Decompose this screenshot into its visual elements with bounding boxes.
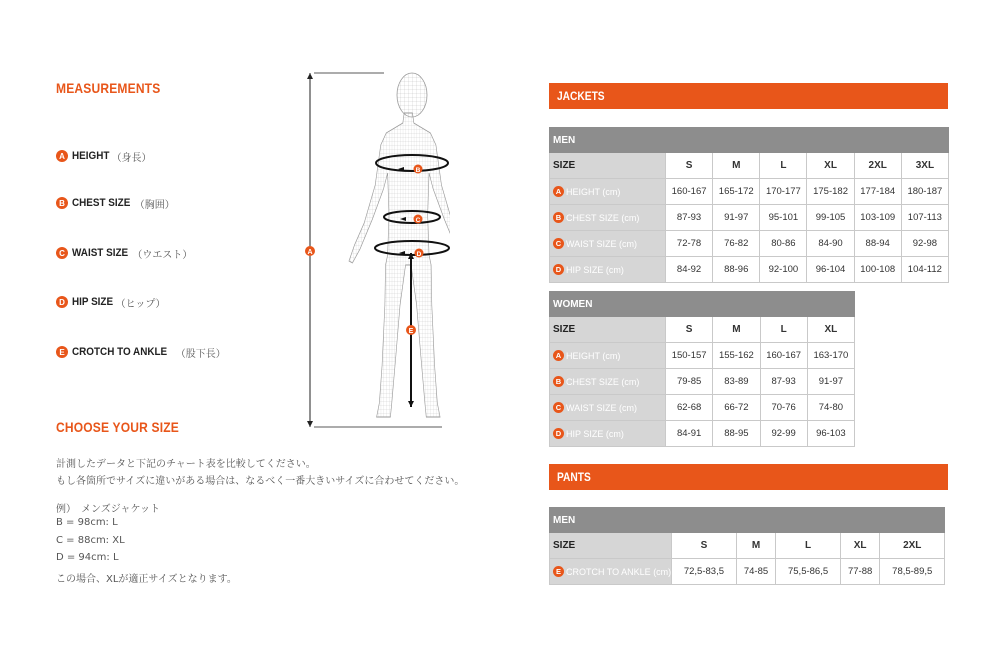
table-cell: 155-162 [713,343,760,369]
table-cell: 95-101 [760,205,807,231]
table-cell: 66-72 [713,395,760,421]
size-col-header: XL [807,317,854,343]
row-label: HIP SIZE (cm) [566,264,624,275]
jackets-men-size-table [549,127,949,283]
row-label-cell [550,369,666,395]
table-row [550,257,949,283]
row-label: HEIGHT (cm) [566,350,621,361]
measurement-item-chest [56,195,175,211]
table-cell: 87-93 [760,369,807,395]
table-cell: 77-88 [840,559,880,585]
size-col-header: L [760,317,807,343]
table-cell: 107-113 [901,205,948,231]
letter-badge: C [553,402,564,413]
body-measurement-figure [300,65,450,435]
letter-badge: E [553,566,564,577]
example-line: この場合、XLが適正サイズとなります。 [56,574,237,585]
measurement-item-height [56,148,152,164]
table-cell: 70-76 [760,395,807,421]
table-cell: 80-86 [760,231,807,257]
measurement-jp-label: （ウエスト） [132,249,193,261]
letter-badge: B [553,212,564,223]
table-cell: 84-90 [807,231,854,257]
measurement-label: HIP SIZE [72,296,114,308]
table-cell: 175-182 [807,179,854,205]
table-cell: 84-91 [666,421,713,447]
table-cell: 91-97 [713,205,760,231]
table-cell: 83-89 [713,369,760,395]
letter-badge: B [56,197,68,209]
table-cell: 160-167 [666,179,713,205]
table-cell: 92-100 [760,257,807,283]
human-body-silhouette [349,73,450,417]
table-cell: 74-85 [736,559,776,585]
table-cell: 75,5-86,5 [776,559,840,585]
table-row [550,343,855,369]
figure-label-c: C [415,217,421,224]
row-label: CHEST SIZE (cm) [566,212,640,223]
row-label-cell [550,421,666,447]
measurements-title: MEASUREMENTS [56,80,161,96]
row-label-cell [550,395,666,421]
table-cell: 177-184 [854,179,901,205]
pants-men-size-table [549,507,945,585]
table-row [550,179,949,205]
size-col-header: S [666,153,713,179]
row-label: CROTCH TO ANKLE (cm) [566,566,672,577]
measurement-label: CHEST SIZE [72,197,131,209]
example-line: C = 88cm: XL [56,535,125,546]
figure-label-d: D [416,251,422,258]
table-cell: 87-93 [666,205,713,231]
example-line: D = 94cm: L [56,552,119,563]
size-col-header: L [776,533,840,559]
measurement-jp-label: （ヒップ） [115,298,166,310]
row-label-cell [550,343,666,369]
row-label: WAIST SIZE (cm) [566,238,637,249]
table-cell: 99-105 [807,205,854,231]
row-label-cell [550,559,672,585]
table-cell: 170-177 [760,179,807,205]
row-label: HIP SIZE (cm) [566,428,624,439]
pants-title: PANTS [557,470,591,484]
row-label-cell [550,231,666,257]
figure-label-e: E [408,328,414,335]
size-header-label: SIZE [550,317,666,343]
measurement-jp-label: （身長） [111,152,152,164]
size-col-header: S [672,533,736,559]
size-col-header: 3XL [901,153,948,179]
figure-label-b: B [415,167,421,174]
size-col-header: M [713,317,760,343]
jackets-title: JACKETS [557,89,605,103]
table-cell: 84-92 [666,257,713,283]
measurement-label: HEIGHT [72,150,110,162]
table-cell: 72-78 [666,231,713,257]
table-cell: 88-94 [854,231,901,257]
example-line: 例） メンズジャケット [56,504,160,515]
table-cell: 62-68 [666,395,713,421]
table-row [550,421,855,447]
letter-badge: B [553,376,564,387]
letter-badge: C [56,247,68,259]
table-header-row [550,533,945,559]
size-col-header: M [736,533,776,559]
size-col-header: 2XL [880,533,945,559]
letter-badge: E [56,346,68,358]
table-cell: 104-112 [901,257,948,283]
table-cell: 88-95 [713,421,760,447]
table-row [550,559,945,585]
pants-section-header [549,464,948,490]
table-header-row [550,317,855,343]
letter-badge: C [553,238,564,249]
table-group-header: MEN [550,508,945,533]
table-cell: 165-172 [713,179,760,205]
table-cell: 74-80 [807,395,854,421]
table-cell: 78,5-89,5 [880,559,945,585]
row-label: CHEST SIZE (cm) [566,376,640,387]
measurement-jp-label: （股下長） [175,348,226,360]
letter-badge: A [56,150,68,162]
size-col-header: 2XL [854,153,901,179]
table-cell: 76-82 [713,231,760,257]
row-label-cell [550,205,666,231]
table-cell: 72,5-83,5 [672,559,736,585]
measurement-jp-label: （胸囲） [134,199,175,211]
table-cell: 100-108 [854,257,901,283]
table-cell: 92-98 [901,231,948,257]
letter-badge: D [553,264,564,275]
table-cell: 103-109 [854,205,901,231]
size-header-label: SIZE [550,153,666,179]
measurement-label: CROTCH TO ANKLE [72,346,168,358]
measurement-item-hip [56,294,165,310]
measurement-item-crotch-to-ankle [56,344,226,360]
figure-label-a: A [307,249,313,256]
size-col-header: XL [807,153,854,179]
table-cell: 92-99 [760,421,807,447]
table-cell: 88-96 [713,257,760,283]
table-group-header: MEN [550,128,949,153]
letter-badge: D [553,428,564,439]
table-cell: 91-97 [807,369,854,395]
table-cell: 79-85 [666,369,713,395]
table-row [550,395,855,421]
table-group-header: WOMEN [550,292,855,317]
jackets-section-header [549,83,948,109]
measurement-item-waist [56,245,192,261]
table-row [550,205,949,231]
jackets-women-size-table [549,291,855,447]
table-cell: 163-170 [807,343,854,369]
instruction-line: もし各箇所でサイズに違いがある場合は、なるべく一番大きいサイズに合わせてください。 [56,476,465,487]
size-header-label: SIZE [550,533,672,559]
row-label-cell [550,257,666,283]
example-line: B = 98cm: L [56,517,118,528]
table-cell: 150-157 [666,343,713,369]
table-cell: 96-104 [807,257,854,283]
table-cell: 180-187 [901,179,948,205]
size-col-header: S [666,317,713,343]
row-label-cell [550,179,666,205]
letter-badge: A [553,350,564,361]
table-cell: 160-167 [760,343,807,369]
size-col-header: M [713,153,760,179]
measurement-label: WAIST SIZE [72,247,129,259]
table-row [550,369,855,395]
table-cell: 96-103 [807,421,854,447]
letter-badge: A [553,186,564,197]
table-row [550,231,949,257]
instruction-line: 計測したデータと下記のチャート表を比較してください。 [56,459,316,470]
row-label: WAIST SIZE (cm) [566,402,637,413]
letter-badge: D [56,296,68,308]
choose-size-title: CHOOSE YOUR SIZE [56,419,179,435]
row-label: HEIGHT (cm) [566,186,621,197]
size-col-header: L [760,153,807,179]
table-header-row [550,153,949,179]
size-col-header: XL [840,533,880,559]
